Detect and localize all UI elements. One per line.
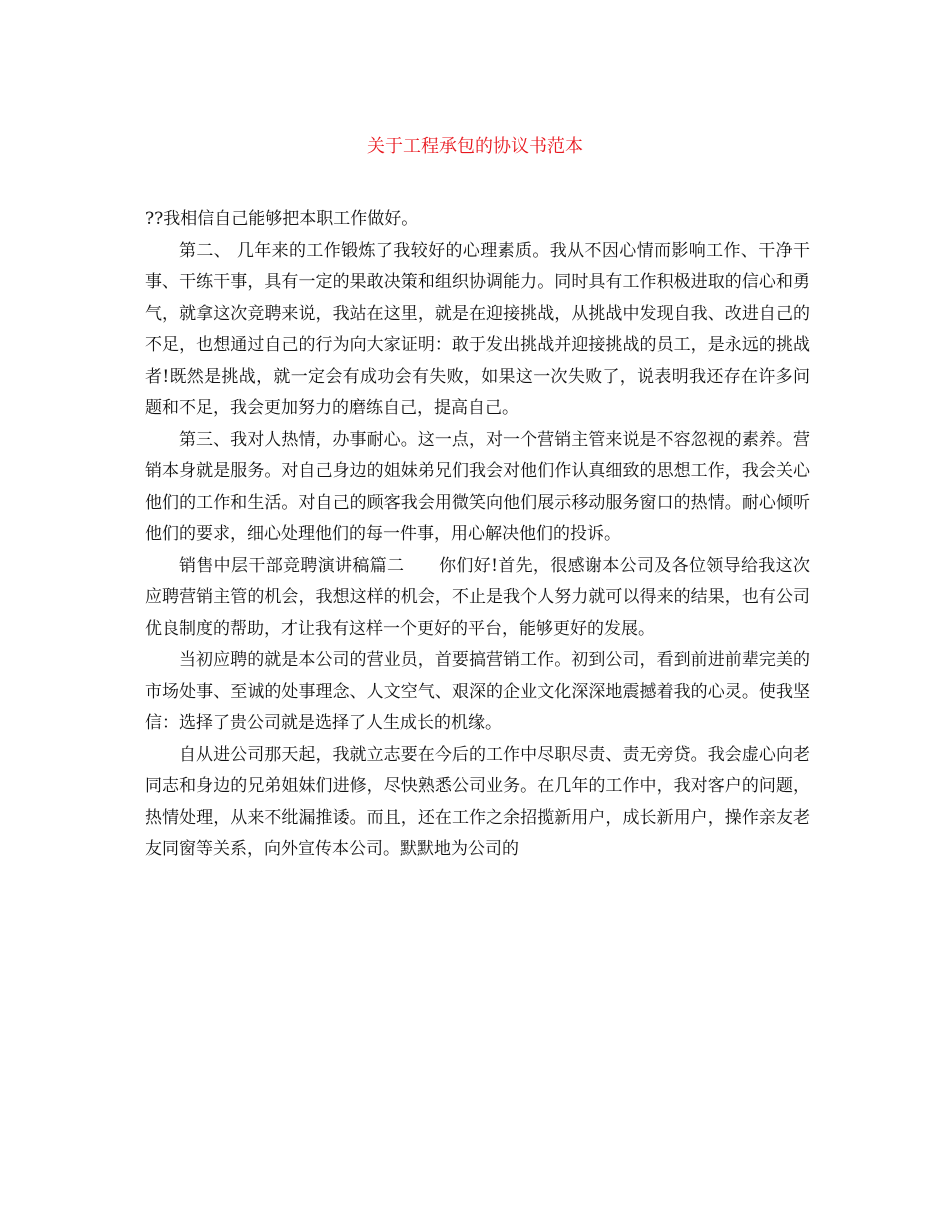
paragraph-5: 当初应聘的就是本公司的营业员，首要搞营销工作。初到公司，看到前进前辈完美的市场处事、至诚的处事理念、人文空气、艰深的企业文化深深地震撼着我的心灵。使我坚信：选择了贵公司就是选择了人生成长的机缘。 [145, 650, 810, 733]
paragraph-4: 销售中层干部竞聘演讲稿篇二 你们好!首先，很感谢本公司及各位领导给我这次应聘营销主管的机会，我想这样的机会，不止是我个人努力就可以得来的结果，也有公司优良制度的帮助，才让我有这样一个更好的平台，能够更好的发展。 [145, 555, 810, 639]
paragraph-3: 第三、我对人热情，办事耐心。这一点，对一个营销主管来说是不容忽视的素养。营销本身就是服务。对自己身边的姐妹弟兄们我会对他们作认真细致的思想工作，我会关心他们的工作和生活。对自己的顾客我会用微笑向他们展示移动服务窗口的热情。耐心倾听他们的要求，细心处理他们的每一件事，用心解决他们的投诉。 [145, 429, 810, 544]
paragraph-1: ??我相信自己能够把本职工作做好。 [145, 209, 419, 229]
document-body [145, 204, 810, 866]
paragraph-6: 自从进公司那天起，我就立志要在今后的工作中尽职尽责、责无旁贷。我会虚心向老同志和身边的兄弟姐妹们进修，尽快熟悉公司业务。在几年的工作中，我对客户的问题，热情处理，从来不纰漏推诿。而且，还在工作之余招揽新用户，成长新用户，操作亲友老友同窗等关系，向外宣传本公司。默默地为公司的 [145, 744, 810, 859]
paragraph-2: 第二、 几年来的工作锻炼了我较好的心理素质。我从不因心情而影响工作、干净干事、干练干事，具有一定的果敢决策和组织协调能力。同时具有工作积极进取的信心和勇气，就拿这次竞聘来说，我站在这里，就是在迎接挑战，从挑战中发现自我、改进自己的不足，也想通过自己的行为向大家证明：敢于发出挑战并迎接挑战的员工，是永远的挑战者!既然是挑战，就一定会有成功会有失败，如果这一次失败了，说表明我还存在许多问题和不足，我会更加努力的磨练自己，提高自己。 [145, 240, 810, 418]
document-title: 关于工程承包的协议书范本 [367, 136, 583, 157]
